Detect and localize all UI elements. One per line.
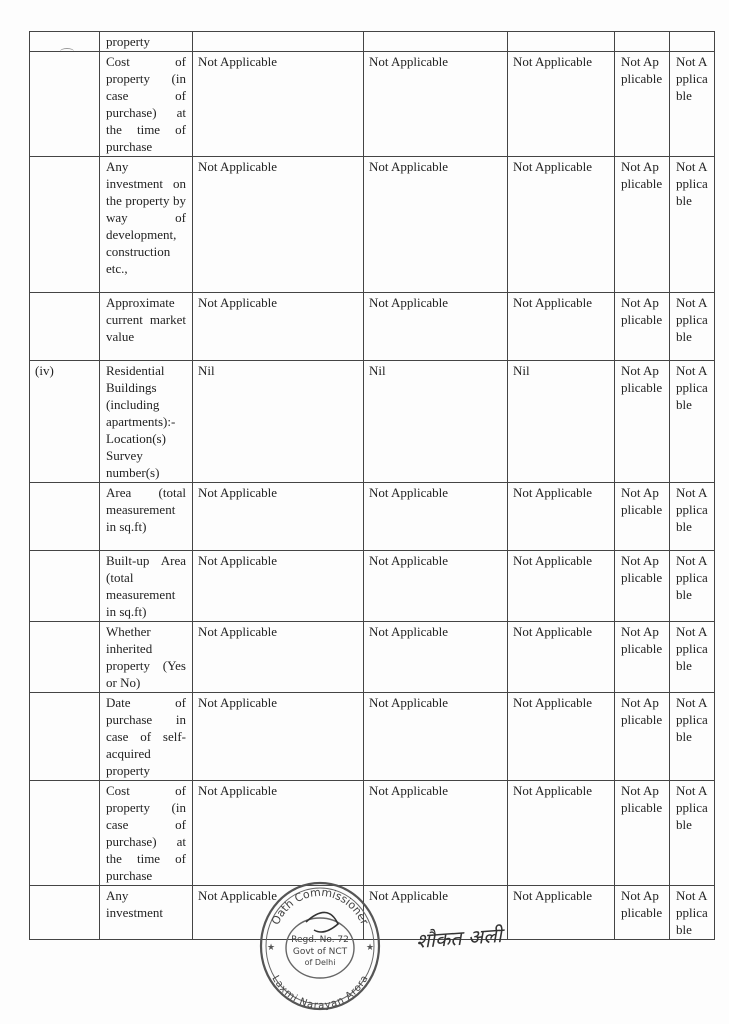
table-row xyxy=(30,781,715,886)
serial-cell xyxy=(30,781,100,886)
value-cell: Not Applicable xyxy=(508,157,615,293)
value-cell: Not Applicable xyxy=(670,781,715,886)
value-cell: Not Applicable xyxy=(508,886,615,940)
table-row xyxy=(30,483,715,551)
value-cell: Not Applicable xyxy=(193,781,364,886)
table-row xyxy=(30,361,715,483)
value-cell: Not Applicable xyxy=(615,781,670,886)
value-cell: Not Applicable xyxy=(615,157,670,293)
description-cell: Cost of property (in case of purchase) at the time of purchase xyxy=(100,52,193,157)
value-cell: Not Applicable xyxy=(193,52,364,157)
value-cell: Not Applicable xyxy=(670,622,715,693)
serial-cell xyxy=(30,693,100,781)
value-cell: Not Applicable xyxy=(508,622,615,693)
table-row xyxy=(30,32,715,52)
serial-cell xyxy=(30,551,100,622)
value-cell: Not Applicable xyxy=(508,483,615,551)
value-cell: Not Applicable xyxy=(364,622,508,693)
value-cell: Not Applicable xyxy=(193,886,364,940)
value-cell: Not Applicable xyxy=(508,693,615,781)
serial-cell xyxy=(30,157,100,293)
value-cell: Not Applicable xyxy=(670,52,715,157)
value-cell: Not Applicable xyxy=(670,551,715,622)
description-cell: Residential Buildings (including apartments):- Location(s) Survey number(s) xyxy=(100,361,193,483)
description-cell: Area (total measurement in sq.ft) xyxy=(100,483,193,551)
value-cell: Not Applicable xyxy=(508,551,615,622)
assets-table-body xyxy=(30,32,715,940)
value-cell: Not Applicable xyxy=(364,781,508,886)
stamp-title: Oath Commissioner xyxy=(268,885,372,927)
value-cell: Not Applicable xyxy=(364,157,508,293)
table-row xyxy=(30,52,715,157)
value-cell: Not Applicable xyxy=(670,886,715,940)
table-row xyxy=(30,157,715,293)
oath-commissioner-stamp xyxy=(258,880,382,1012)
serial-cell: (iv) xyxy=(30,361,100,483)
description-cell: Cost of property (in case of purchase) at the time of purchase xyxy=(100,781,193,886)
value-cell: Not Applicable xyxy=(615,693,670,781)
table-row xyxy=(30,551,715,622)
value-cell: Not Applicable xyxy=(615,622,670,693)
stamp-city: of Delhi xyxy=(304,958,336,967)
stamp-name: Laxmi Narayan Arora xyxy=(269,973,371,1012)
description-cell: Approximate current market value xyxy=(100,293,193,361)
value-cell: Not Applicable xyxy=(364,886,508,940)
description-cell: Any investment xyxy=(100,886,193,940)
description-cell: Date of purchase in case of self-acquired property xyxy=(100,693,193,781)
value-cell xyxy=(670,32,715,52)
value-cell: Not Applicable xyxy=(670,293,715,361)
value-cell: Not Applicable xyxy=(508,781,615,886)
table-row xyxy=(30,293,715,361)
value-cell: Not Applicable xyxy=(615,886,670,940)
value-cell: Not Applicable xyxy=(364,551,508,622)
value-cell: Not Applicable xyxy=(364,693,508,781)
value-cell: Not Applicable xyxy=(364,483,508,551)
value-cell: Not Applicable xyxy=(670,157,715,293)
signature: शौकत अली xyxy=(415,923,503,953)
table-row xyxy=(30,622,715,693)
stamp-star-right-icon: ★ xyxy=(366,942,375,952)
stamp-regd: Regd. No. 72 xyxy=(291,935,349,945)
serial-cell xyxy=(30,622,100,693)
value-cell: Not Applicable xyxy=(670,693,715,781)
value-cell: Not Applicable xyxy=(615,361,670,483)
value-cell: Nil xyxy=(364,361,508,483)
description-cell: Any investment on the property by way of development, construction etc., xyxy=(100,157,193,293)
value-cell: Not Applicable xyxy=(193,483,364,551)
value-cell: Nil xyxy=(193,361,364,483)
serial-cell xyxy=(30,52,100,157)
value-cell: Not Applicable xyxy=(615,551,670,622)
value-cell: Not Applicable xyxy=(508,293,615,361)
value-cell: Not Applicable xyxy=(193,551,364,622)
value-cell: Not Applicable xyxy=(615,52,670,157)
value-cell: Not Applicable xyxy=(364,52,508,157)
description-cell: property xyxy=(100,32,193,52)
value-cell: Not Applicable xyxy=(193,293,364,361)
value-cell: Not Applicable xyxy=(193,693,364,781)
assets-table xyxy=(29,31,715,940)
value-cell xyxy=(364,32,508,52)
value-cell: Not Applicable xyxy=(193,157,364,293)
value-cell xyxy=(508,32,615,52)
table-row xyxy=(30,693,715,781)
serial-cell xyxy=(30,293,100,361)
serial-cell xyxy=(30,32,100,52)
value-cell: Not Applicable xyxy=(670,361,715,483)
value-cell: Not Applicable xyxy=(508,52,615,157)
value-cell: Not Applicable xyxy=(193,622,364,693)
description-cell: Built-up Area (total measurement in sq.ft) xyxy=(100,551,193,622)
stamp-govt: Govt of NCT xyxy=(292,947,348,957)
description-cell: Whether inherited property (Yes or No) xyxy=(100,622,193,693)
value-cell: Nil xyxy=(508,361,615,483)
serial-cell xyxy=(30,886,100,940)
value-cell: Not Applicable xyxy=(615,293,670,361)
stamp-star-left-icon: ★ xyxy=(267,942,276,952)
value-cell: Not Applicable xyxy=(364,293,508,361)
value-cell xyxy=(615,32,670,52)
stamp-initials-scribble xyxy=(306,912,338,932)
value-cell: Not Applicable xyxy=(615,483,670,551)
serial-cell xyxy=(30,483,100,551)
value-cell xyxy=(193,32,364,52)
value-cell: Not Applicable xyxy=(670,483,715,551)
